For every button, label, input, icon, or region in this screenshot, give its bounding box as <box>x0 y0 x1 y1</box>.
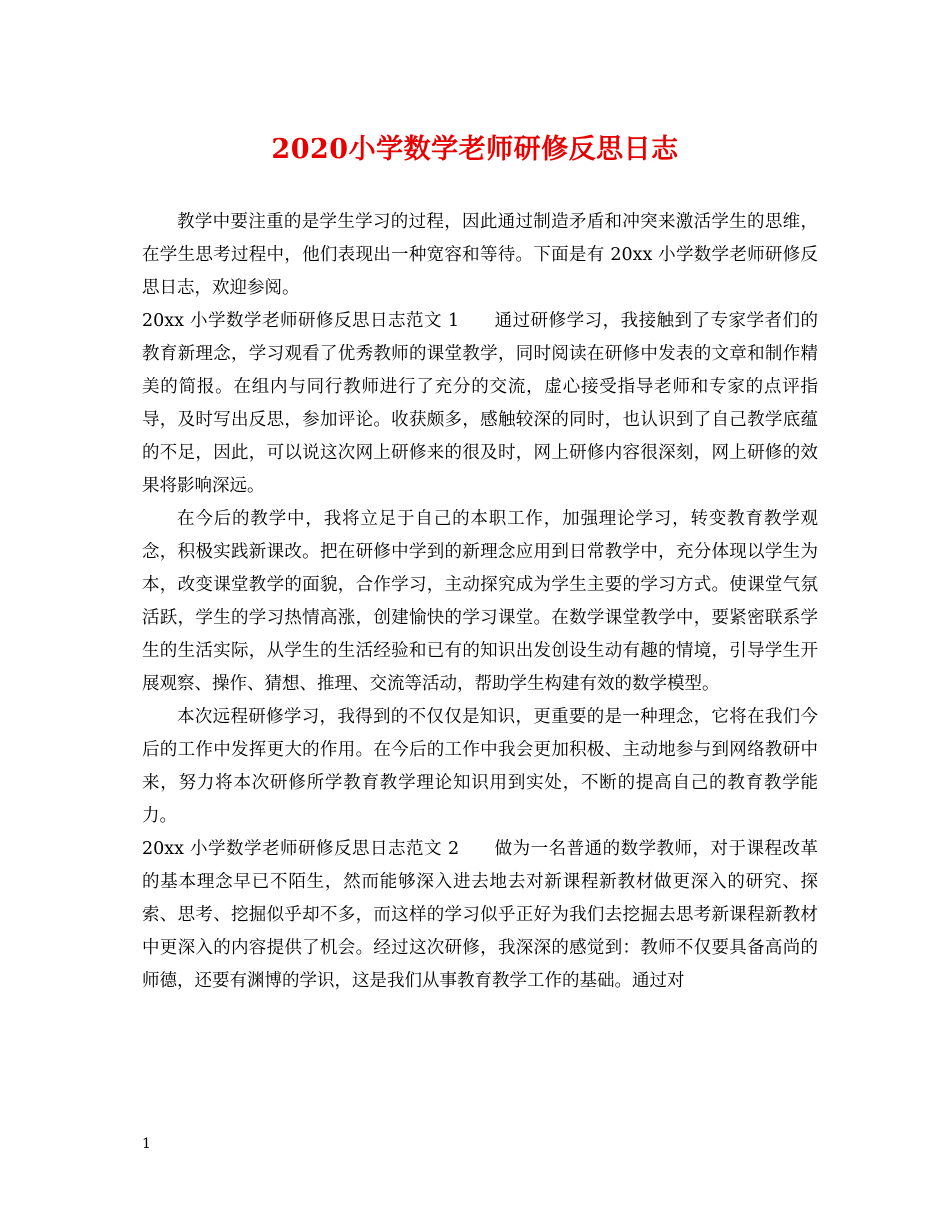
sample-2-paragraph <box>142 833 818 998</box>
sample-2-text: 做为一名普通的数学教师，对于课程改革的基本理念早已不陌生，然而能够深入进去地去对新课程新教材做更深入的研究、探索、思考、挖掘似乎却不多，而这样的学习似乎正好为我们去挖掘去思考新课程新教材中更深入的内容提供了机会。经过这次研修，我深深的感觉到：教师不仅要具备高尚的师德，还要有渊博的学识，这是我们从事教育教学工作的基础。通过对 <box>142 839 818 991</box>
page-number: 1 <box>142 1136 151 1152</box>
sample-1-heading: 20xx 小学数学老师研修反思日志范文 1 <box>142 311 460 331</box>
body-paragraph-3: 本次远程研修学习，我得到的不仅仅是知识，更重要的是一种理念，它将在我们今后的工作中发挥更大的作用。在今后的工作中我会更加积极、主动地参与到网络教研中来，努力将本次研修所学教育教学理论知识用到实处，不断的提高自己的教育教学能力。 <box>142 707 818 826</box>
sample-1-paragraph <box>142 305 818 503</box>
sample-2-heading: 20xx 小学数学老师研修反思日志范文 2 <box>142 839 460 859</box>
body-paragraph-2: 在今后的教学中，我将立足于自己的本职工作，加强理论学习，转变教育教学观念，积极实践新课改。把在研修中学到的新理念应用到日常教学中，充分体现以学生为本，改变课堂教学的面貌，合作学习，主动探究成为学生主要的学习方式。使课堂气氛活跃，学生的学习热情高涨，创建愉快的学习课堂。在数学课堂教学中，要紧密联系学生的生活实际，从学生的生活经验和已有的知识出发创设生动有趣的情境，引导学生开展观察、操作、猜想、推理、交流等活动，帮助学生构建有效的数学模型。 <box>142 509 818 694</box>
document-title: 2020小学数学老师研修反思日志 <box>271 134 679 165</box>
sample-1-text: 通过研修学习，我接触到了专家学者们的教育新理念，学习观看了优秀教师的课堂教学，同时阅读在研修中发表的文章和制作精美的简报。在组内与同行教师进行了充分的交流，虚心接受指导老师和专家的点评指导，及时写出反思，参加评论。收获颇多，感触较深的同时，也认识到了自己教学底蕴的不足，因此，可以说这次网上研修来的很及时，网上研修内容很深刻，网上研修的效果将影响深远。 <box>142 311 818 496</box>
document-body <box>142 206 818 998</box>
intro-paragraph: 教学中要注重的是学生学习的过程，因此通过制造矛盾和冲突来激活学生的思维，在学生思考过程中，他们表现出一种宽容和等待。下面是有 20xx 小学数学老师研修反思日志，欢迎参阅。 <box>142 212 818 298</box>
